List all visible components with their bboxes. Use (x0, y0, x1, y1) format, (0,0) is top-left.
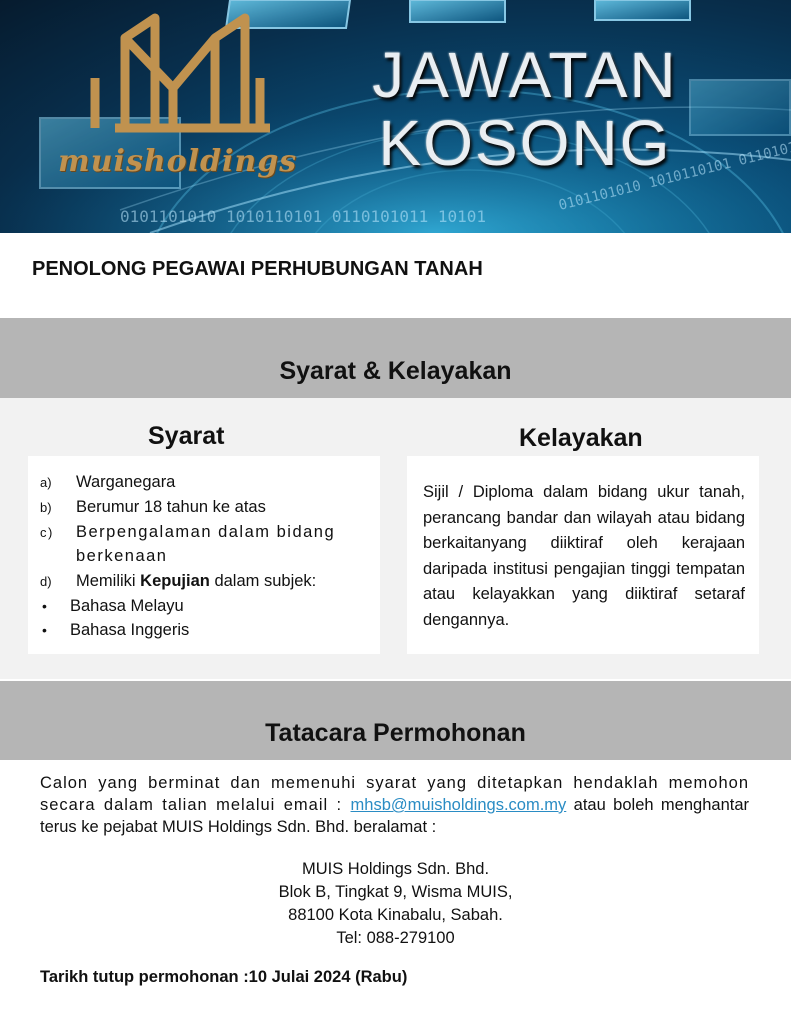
bullet-item-text: Bahasa Inggeris (70, 621, 190, 639)
job-title: PENOLONG PEGAWAI PERHUBUNGAN TANAH (32, 258, 483, 280)
address-line: MUIS Holdings Sdn. Bhd. (301, 860, 490, 878)
closing-date: Tarikh tutup permohonan :10 Julai 2024 (Rabu) (40, 968, 408, 986)
list-item-text-after: dalam subjek: (209, 572, 317, 590)
kelayakan-title: Kelayakan (519, 424, 643, 452)
list-marker: d) (40, 574, 52, 589)
banner-title-line-1: JAWATAN (372, 39, 678, 111)
syarat-title: Syarat (148, 422, 225, 450)
procedure-text-part-2: atau boleh menghantar terus ke pejabat MUIS Holdings Sdn. Bhd. beralamat : (40, 796, 749, 836)
procedure-text-part-1: Calon yang berminat dan memenuhi syarat yang ditetapkan hendaklah memohon secara dalam talian melalui email : (40, 774, 749, 814)
requirements-section (0, 318, 791, 679)
banner-title-line-2: KOSONG (378, 107, 672, 179)
list-item (40, 495, 375, 519)
list-item-text-bold: Kepujian (140, 572, 210, 590)
list-item (40, 569, 375, 593)
bullet-icon: • (42, 598, 47, 614)
list-item (40, 470, 375, 494)
procedure-header (0, 681, 791, 760)
kelayakan-card (407, 456, 759, 654)
requirements-header-text: Syarat & Kelayakan (279, 357, 512, 385)
brand-name: muisholdings (58, 144, 298, 179)
syarat-list (40, 470, 375, 642)
bullet-item (40, 594, 375, 618)
list-item-text: Warganegara (76, 473, 176, 491)
kelayakan-text: Sijil / Diploma dalam bidang ukur tanah, perancang bandar dan wilayah atau bidang berkaitanyang diiktiraf oleh kerajaan daripada institusi pengajian tinggi tempatan atau kelayakkan yang diiktiraf setaraf dengannya. (423, 483, 745, 629)
office-address (0, 858, 791, 950)
bullet-icon: • (42, 622, 47, 638)
list-marker: c) (40, 525, 54, 540)
syarat-card (28, 456, 380, 654)
email-link[interactable]: mhsb@muisholdings.com.my (350, 796, 567, 814)
address-line: Tel: 088-279100 (336, 929, 455, 947)
binary-stream-1: 0101101010 1010110101 0110101011 10101 (120, 207, 487, 226)
bullet-item (40, 618, 375, 642)
list-item-text-before: Memiliki (76, 572, 141, 590)
list-marker: a) (40, 475, 52, 490)
list-item-text: Berpengalaman dalam bidang berkenaan (76, 523, 336, 565)
hero-banner (0, 0, 791, 233)
procedure-header-text: Tatacara Permohonan (265, 719, 526, 747)
bullet-item-text: Bahasa Melayu (70, 597, 184, 615)
address-line: Blok B, Tingkat 9, Wisma MUIS, (278, 883, 513, 901)
list-item (40, 520, 375, 568)
procedure-text (40, 772, 749, 838)
requirements-header (0, 318, 791, 398)
address-line: 88100 Kota Kinabalu, Sabah. (288, 906, 503, 924)
list-marker: b) (40, 500, 52, 515)
list-item-text: Berumur 18 tahun ke atas (76, 498, 266, 516)
